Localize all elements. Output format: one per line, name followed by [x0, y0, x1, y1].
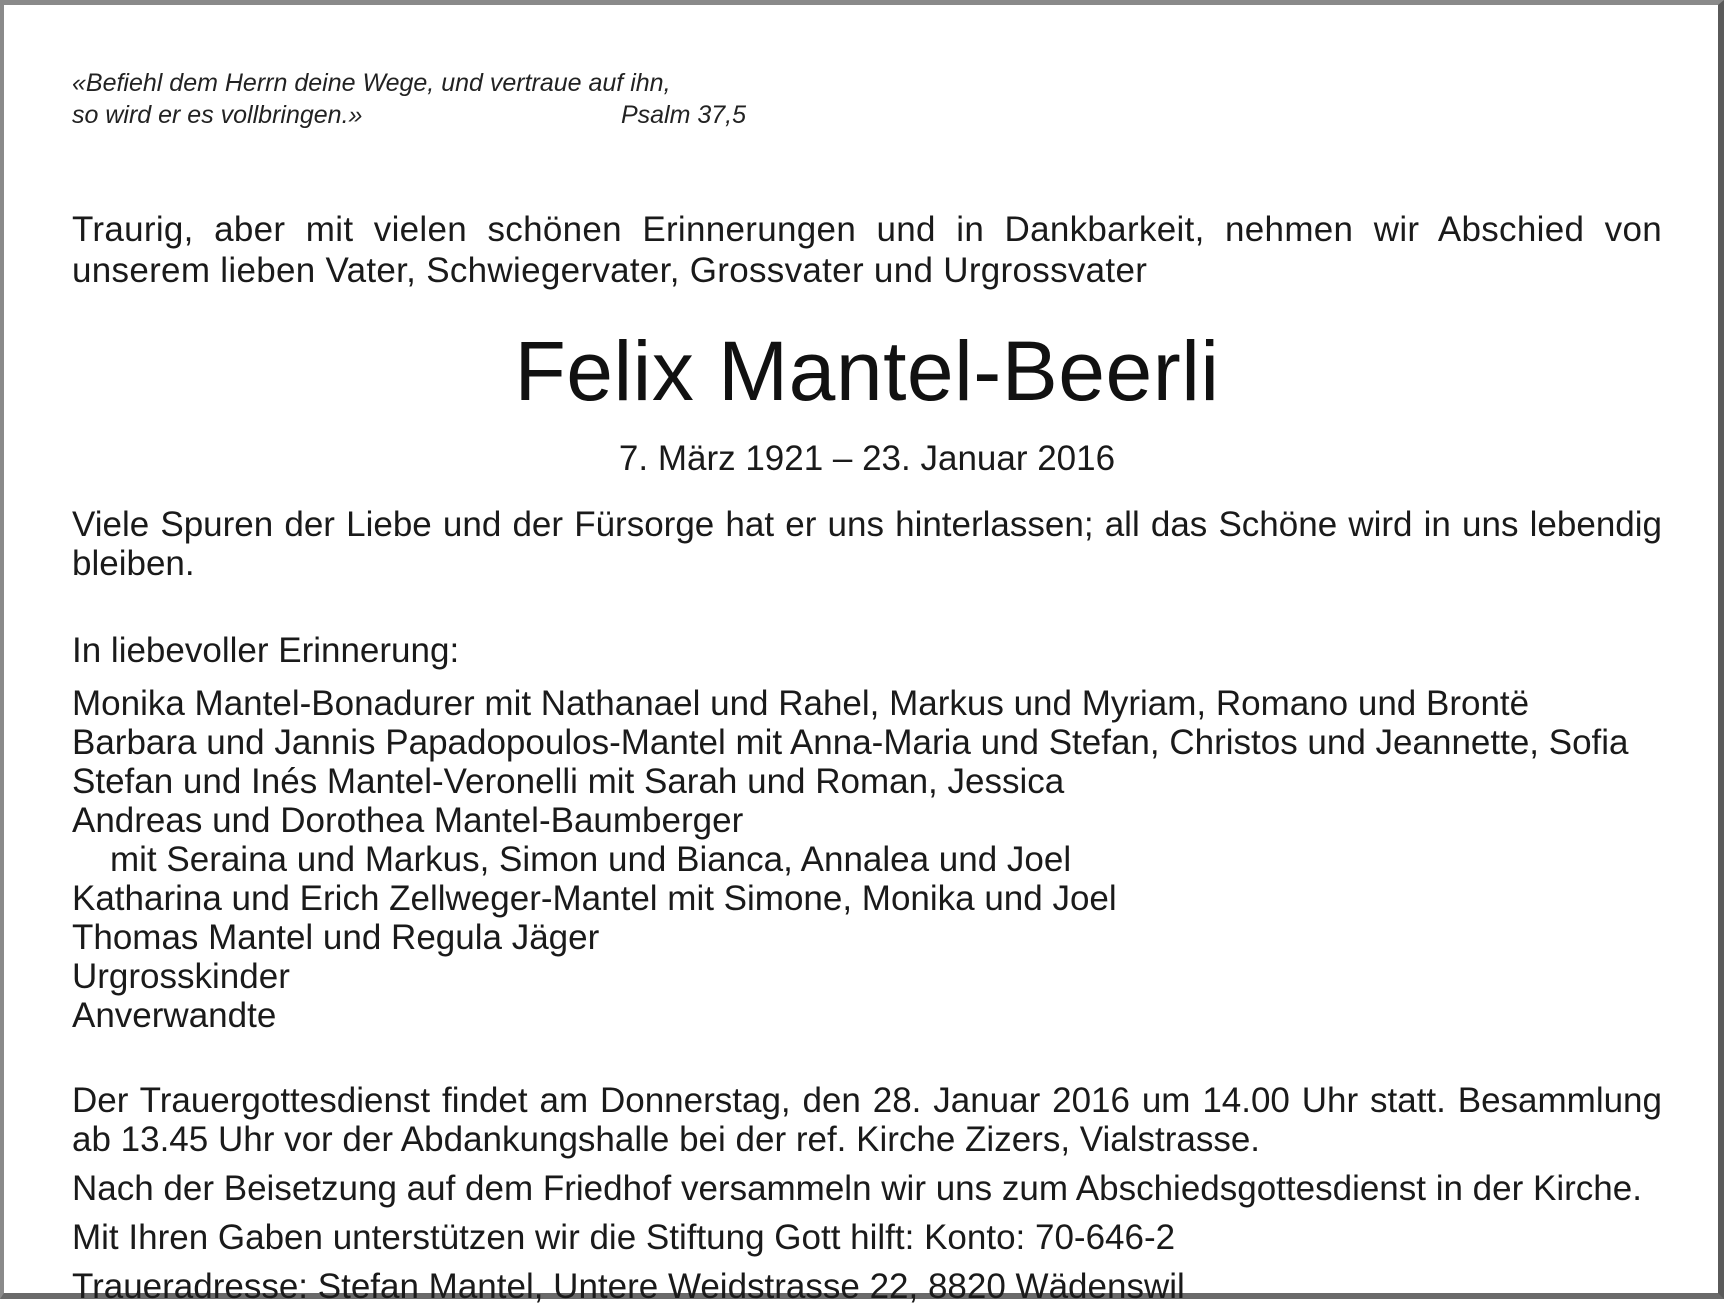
bible-verse-line-2-row [72, 99, 746, 131]
family-list [72, 684, 1662, 1035]
family-line: mit Seraina und Markus, Simon und Bianca, Annalea und Joel [110, 840, 1072, 879]
service-info: Der Trauergottesdienst findet am Donnerstag, den 28. Januar 2016 um 14.00 Uhr statt. Besammlung ab 13.45 Uhr vor der Abdankungshalle bei der ref. Kirche Zizers, Vialstrasse. [72, 1081, 1662, 1159]
deceased-name: Felix Mantel-Beerli [514, 324, 1220, 418]
burial-info: Nach der Beisetzung auf dem Friedhof versammeln wir uns zum Abschiedsgottesdienst in der Kirche. [72, 1169, 1642, 1208]
bible-verse-line-1: «Befiehl dem Herrn deine Wege, und vertraue auf ihn, [72, 69, 671, 97]
life-dates: 7. März 1921 – 23. Januar 2016 [618, 439, 1116, 478]
family-line: Monika Mantel-Bonadurer mit Nathanael und Rahel, Markus und Myriam, Romano und Brontë [72, 684, 1530, 723]
donation-info: Mit Ihren Gaben unterstützen wir die Stiftung Gott hilft: Konto: 70-646-2 [72, 1218, 1176, 1257]
memory-heading: In liebevoller Erinnerung: [72, 631, 460, 670]
family-line: Anverwandte [72, 996, 277, 1035]
bible-verse-reference: Psalm 37,5 [620, 101, 746, 129]
tribute-text: Viele Spuren der Liebe und der Fürsorge hat er uns hinterlassen; all das Schöne wird in uns lebendig bleiben. [72, 505, 1662, 583]
mourning-address: Traueradresse: Stefan Mantel, Untere Weidstrasse 22, 8820 Wädenswil [72, 1267, 1185, 1306]
intro-text: Traurig, aber mit vielen schönen Erinnerungen und in Dankbarkeit, nehmen wir Abschied von unserem lieben Vater, Schwiegervater, Grossvater und Urgrossvater [72, 210, 1662, 290]
bible-verse-line-2: so wird er es vollbringen.» [72, 101, 363, 129]
family-line: Stefan und Inés Mantel-Veronelli mit Sarah und Roman, Jessica [72, 762, 1065, 801]
family-line: Barbara und Jannis Papadopoulos-Mantel mit Anna-Maria und Stefan, Christos und Jeannette, Sofia [72, 723, 1629, 762]
family-line: Urgrosskinder [72, 957, 290, 996]
family-line: Katharina und Erich Zellweger-Mantel mit Simone, Monika und Joel [72, 879, 1117, 918]
obituary-content [72, 67, 1662, 1306]
family-line: Andreas und Dorothea Mantel-Baumberger [72, 801, 744, 840]
family-line: Thomas Mantel und Regula Jäger [72, 918, 600, 957]
bible-verse [72, 67, 746, 131]
